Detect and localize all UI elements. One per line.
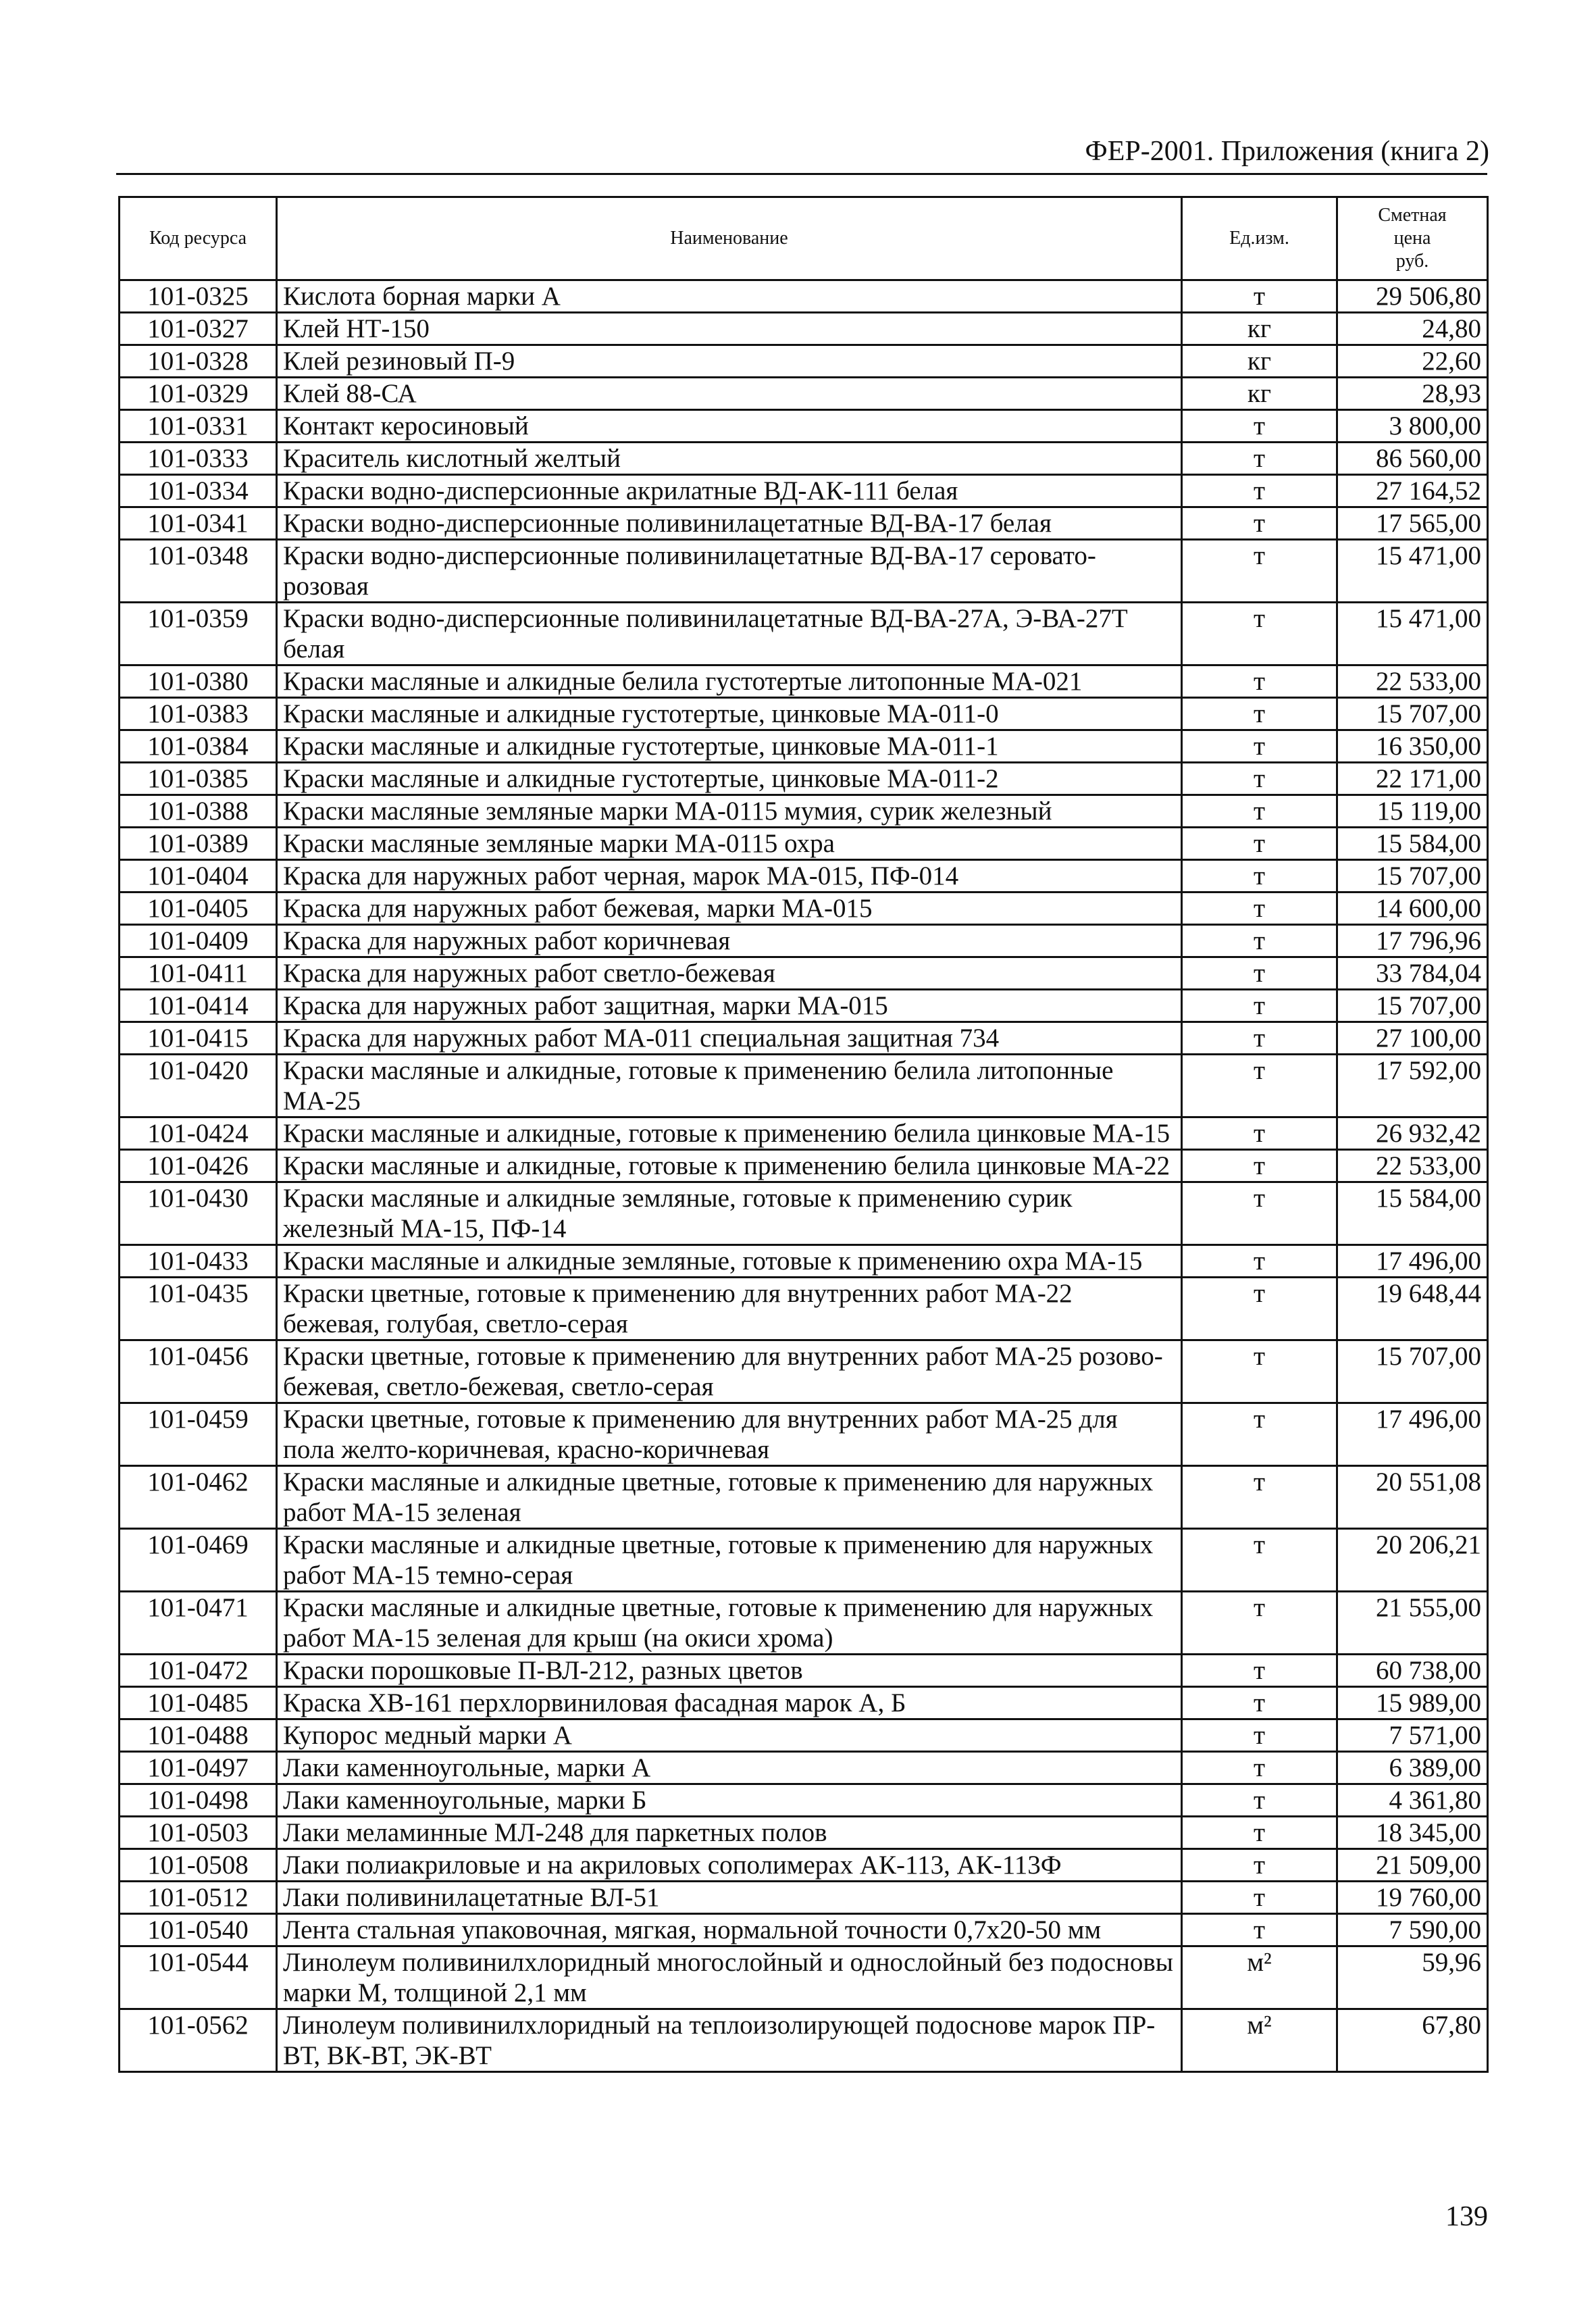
cell-unit: т [1182, 957, 1337, 990]
price-header-line1: Сметная [1378, 205, 1447, 226]
cell-price: 16 350,00 [1337, 730, 1488, 763]
cell-code: 101-0414 [120, 990, 277, 1022]
cell-name: Лаки меламинные МЛ-248 для паркетных полов [277, 1817, 1182, 1849]
cell-price: 15 707,00 [1337, 1340, 1488, 1403]
cell-name: Краситель кислотный желтый [277, 443, 1182, 475]
page-number: 139 [1445, 2201, 1488, 2232]
cell-price: 22 533,00 [1337, 665, 1488, 698]
cell-code: 101-0409 [120, 925, 277, 957]
table-row [120, 698, 1488, 730]
table-row [120, 1752, 1488, 1784]
cell-unit: т [1182, 1150, 1337, 1182]
cell-price: 17 496,00 [1337, 1403, 1488, 1466]
cell-name: Краски цветные, готовые к применению для внутренних работ МА-22 бежевая, голубая, светло-серая [277, 1278, 1182, 1340]
table-row [120, 1592, 1488, 1655]
cell-unit: т [1182, 860, 1337, 892]
table-row [120, 507, 1488, 540]
cell-unit: т [1182, 730, 1337, 763]
cell-name: Клей 88-СА [277, 378, 1182, 410]
cell-code: 101-0426 [120, 1150, 277, 1182]
cell-unit: т [1182, 1466, 1337, 1529]
cell-price: 17 796,96 [1337, 925, 1488, 957]
cell-price: 15 119,00 [1337, 795, 1488, 828]
cell-name: Контакт керосиновый [277, 410, 1182, 443]
table-row [120, 860, 1488, 892]
table-row [120, 540, 1488, 603]
cell-code: 101-0471 [120, 1592, 277, 1655]
cell-unit: т [1182, 1245, 1337, 1278]
cell-price: 18 345,00 [1337, 1817, 1488, 1849]
cell-unit: т [1182, 795, 1337, 828]
cell-name: Кислота борная марки А [277, 280, 1182, 313]
cell-code: 101-0325 [120, 280, 277, 313]
cell-code: 101-0503 [120, 1817, 277, 1849]
cell-price: 59,96 [1337, 1946, 1488, 2009]
cell-name: Краски масляные и алкидные, готовые к применению белила цинковые МА-15 [277, 1117, 1182, 1150]
cell-unit: т [1182, 1278, 1337, 1340]
cell-unit: кг [1182, 378, 1337, 410]
cell-code: 101-0424 [120, 1117, 277, 1150]
cell-price: 19 760,00 [1337, 1882, 1488, 1914]
cell-price: 20 206,21 [1337, 1529, 1488, 1592]
cell-unit: т [1182, 1655, 1337, 1687]
cell-name: Лаки поливинилацетатные ВЛ-51 [277, 1882, 1182, 1914]
cell-code: 101-0472 [120, 1655, 277, 1687]
table-row [120, 730, 1488, 763]
cell-unit: т [1182, 1403, 1337, 1466]
cell-code: 101-0512 [120, 1882, 277, 1914]
price-header-line3: руб. [1395, 251, 1429, 272]
cell-name: Краска для наружных работ МА-011 специальная защитная 734 [277, 1022, 1182, 1055]
cell-unit: т [1182, 1882, 1337, 1914]
table-body [120, 280, 1488, 2072]
header-rule [116, 173, 1487, 175]
cell-name: Краски масляные и алкидные цветные, готовые к применению для наружных работ МА-15 темно-серая [277, 1529, 1182, 1592]
cell-code: 101-0404 [120, 860, 277, 892]
cell-name: Краска для наружных работ защитная, марки МА-015 [277, 990, 1182, 1022]
cell-unit: т [1182, 1592, 1337, 1655]
cell-code: 101-0331 [120, 410, 277, 443]
page-header: ФЕР-2001. Приложения (книга 2) [1085, 136, 1489, 167]
cell-code: 101-0389 [120, 828, 277, 860]
cell-name: Клей НТ-150 [277, 313, 1182, 345]
table-row [120, 1117, 1488, 1150]
cell-price: 4 361,80 [1337, 1784, 1488, 1817]
cell-name: Лаки каменноугольные, марки А [277, 1752, 1182, 1784]
cell-code: 101-0384 [120, 730, 277, 763]
cell-name: Лаки полиакриловые и на акриловых сополимерах АК-113, АК-113Ф [277, 1849, 1182, 1882]
cell-price: 15 989,00 [1337, 1687, 1488, 1719]
table-row [120, 443, 1488, 475]
cell-code: 101-0328 [120, 345, 277, 378]
cell-price: 26 932,42 [1337, 1117, 1488, 1150]
cell-unit: т [1182, 1182, 1337, 1245]
cell-code: 101-0544 [120, 1946, 277, 2009]
cell-price: 27 164,52 [1337, 475, 1488, 507]
cell-name: Краска для наружных работ светло-бежевая [277, 957, 1182, 990]
table-row [120, 1529, 1488, 1592]
table-row [120, 957, 1488, 990]
resource-table [118, 196, 1489, 2073]
cell-price: 15 471,00 [1337, 603, 1488, 665]
table-row [120, 1055, 1488, 1117]
table-row [120, 1655, 1488, 1687]
cell-price: 15 707,00 [1337, 698, 1488, 730]
cell-code: 101-0497 [120, 1752, 277, 1784]
cell-unit: т [1182, 763, 1337, 795]
cell-price: 21 555,00 [1337, 1592, 1488, 1655]
cell-code: 101-0388 [120, 795, 277, 828]
table-row [120, 1340, 1488, 1403]
cell-price: 24,80 [1337, 313, 1488, 345]
cell-price: 17 565,00 [1337, 507, 1488, 540]
cell-name: Краски масляные и алкидные густотертые, цинковые МА-011-0 [277, 698, 1182, 730]
table-row [120, 345, 1488, 378]
column-header-unit: Ед.изм. [1182, 197, 1337, 280]
cell-code: 101-0430 [120, 1182, 277, 1245]
cell-name: Краски масляные и алкидные, готовые к применению белила литопонные МА-25 [277, 1055, 1182, 1117]
cell-unit: т [1182, 1687, 1337, 1719]
cell-price: 29 506,80 [1337, 280, 1488, 313]
cell-name: Краски масляные и алкидные белила густотертые литопонные МА-021 [277, 665, 1182, 698]
cell-name: Лаки каменноугольные, марки Б [277, 1784, 1182, 1817]
cell-price: 15 707,00 [1337, 990, 1488, 1022]
cell-price: 22 171,00 [1337, 763, 1488, 795]
column-header-name: Наименование [277, 197, 1182, 280]
cell-price: 22,60 [1337, 345, 1488, 378]
cell-code: 101-0420 [120, 1055, 277, 1117]
table-row [120, 603, 1488, 665]
table-row [120, 1687, 1488, 1719]
cell-code: 101-0498 [120, 1784, 277, 1817]
cell-code: 101-0469 [120, 1529, 277, 1592]
cell-unit: т [1182, 892, 1337, 925]
column-header-price [1337, 197, 1488, 280]
cell-code: 101-0456 [120, 1340, 277, 1403]
cell-code: 101-0341 [120, 507, 277, 540]
cell-unit: т [1182, 507, 1337, 540]
cell-unit: т [1182, 1849, 1337, 1882]
cell-unit: т [1182, 540, 1337, 603]
cell-code: 101-0562 [120, 2009, 277, 2072]
cell-price: 17 592,00 [1337, 1055, 1488, 1117]
cell-name: Краски масляные и алкидные цветные, готовые к применению для наружных работ МА-15 зеленая для крыш (на окиси хрома) [277, 1592, 1182, 1655]
table-row [120, 1245, 1488, 1278]
cell-price: 17 496,00 [1337, 1245, 1488, 1278]
cell-name: Лента стальная упаковочная, мягкая, нормальной точности 0,7х20-50 мм [277, 1914, 1182, 1946]
cell-code: 101-0380 [120, 665, 277, 698]
cell-price: 27 100,00 [1337, 1022, 1488, 1055]
table-row [120, 410, 1488, 443]
cell-code: 101-0383 [120, 698, 277, 730]
table-row [120, 1466, 1488, 1529]
cell-name: Краски масляные и алкидные густотертые, цинковые МА-011-2 [277, 763, 1182, 795]
cell-unit: т [1182, 280, 1337, 313]
cell-name: Клей резиновый П-9 [277, 345, 1182, 378]
cell-name: Краска для наружных работ бежевая, марки МА-015 [277, 892, 1182, 925]
cell-unit: т [1182, 1914, 1337, 1946]
cell-code: 101-0385 [120, 763, 277, 795]
table-row [120, 1278, 1488, 1340]
cell-price: 7 571,00 [1337, 1719, 1488, 1752]
table-row [120, 763, 1488, 795]
cell-price: 60 738,00 [1337, 1655, 1488, 1687]
cell-code: 101-0485 [120, 1687, 277, 1719]
table-header-row [120, 197, 1488, 280]
table-row [120, 378, 1488, 410]
cell-code: 101-0462 [120, 1466, 277, 1529]
table-row [120, 990, 1488, 1022]
cell-unit: т [1182, 1055, 1337, 1117]
cell-name: Краска для наружных работ черная, марок МА-015, ПФ-014 [277, 860, 1182, 892]
table-row [120, 1784, 1488, 1817]
cell-unit: т [1182, 410, 1337, 443]
table-row [120, 1946, 1488, 2009]
cell-price: 6 389,00 [1337, 1752, 1488, 1784]
table-row [120, 925, 1488, 957]
table-row [120, 1817, 1488, 1849]
cell-name: Краски масляные и алкидные, готовые к применению белила цинковые МА-22 [277, 1150, 1182, 1182]
table-row [120, 1150, 1488, 1182]
cell-code: 101-0459 [120, 1403, 277, 1466]
cell-unit: т [1182, 603, 1337, 665]
cell-unit: т [1182, 1340, 1337, 1403]
cell-price: 3 800,00 [1337, 410, 1488, 443]
cell-price: 28,93 [1337, 378, 1488, 410]
cell-name: Линолеум поливинилхлоридный многослойный и однослойный без подосновы марки М, толщиной 2,1 мм [277, 1946, 1182, 2009]
cell-unit: кг [1182, 313, 1337, 345]
table-row [120, 892, 1488, 925]
cell-price: 14 600,00 [1337, 892, 1488, 925]
cell-price: 67,80 [1337, 2009, 1488, 2072]
table-row [120, 1022, 1488, 1055]
cell-price: 15 584,00 [1337, 828, 1488, 860]
cell-code: 101-0508 [120, 1849, 277, 1882]
cell-unit: т [1182, 1117, 1337, 1150]
cell-name: Краски масляные земляные марки МА-0115 охра [277, 828, 1182, 860]
table-row [120, 313, 1488, 345]
cell-unit: т [1182, 1719, 1337, 1752]
cell-unit: т [1182, 1752, 1337, 1784]
cell-name: Линолеум поливинилхлоридный на теплоизолирующей подоснове марок ПР-ВТ, ВК-ВТ, ЭК-ВТ [277, 2009, 1182, 2072]
cell-unit: т [1182, 1529, 1337, 1592]
table-row [120, 795, 1488, 828]
cell-code: 101-0405 [120, 892, 277, 925]
cell-unit: т [1182, 475, 1337, 507]
cell-price: 15 707,00 [1337, 860, 1488, 892]
table-row [120, 1403, 1488, 1466]
cell-unit: т [1182, 698, 1337, 730]
cell-code: 101-0327 [120, 313, 277, 345]
cell-price: 20 551,08 [1337, 1466, 1488, 1529]
cell-code: 101-0334 [120, 475, 277, 507]
cell-price: 15 471,00 [1337, 540, 1488, 603]
cell-name: Краски масляные земляные марки МА-0115 мумия, сурик железный [277, 795, 1182, 828]
table-row [120, 475, 1488, 507]
cell-code: 101-0329 [120, 378, 277, 410]
cell-unit: м² [1182, 1946, 1337, 2009]
cell-unit: т [1182, 828, 1337, 860]
cell-price: 33 784,04 [1337, 957, 1488, 990]
cell-price: 7 590,00 [1337, 1914, 1488, 1946]
table-row [120, 665, 1488, 698]
cell-unit: т [1182, 990, 1337, 1022]
table-row [120, 1882, 1488, 1914]
cell-unit: т [1182, 925, 1337, 957]
cell-name: Краски масляные и алкидные земляные, готовые к применению охра МА-15 [277, 1245, 1182, 1278]
cell-name: Краски масляные и алкидные цветные, готовые к применению для наружных работ МА-15 зеленая [277, 1466, 1182, 1529]
table-row [120, 828, 1488, 860]
cell-price: 21 509,00 [1337, 1849, 1488, 1882]
cell-code: 101-0359 [120, 603, 277, 665]
cell-name: Краска для наружных работ коричневая [277, 925, 1182, 957]
cell-name: Краски водно-дисперсионные акрилатные ВД-АК-111 белая [277, 475, 1182, 507]
price-header-line2: цена [1393, 228, 1431, 249]
table-row [120, 2009, 1488, 2072]
cell-unit: т [1182, 443, 1337, 475]
cell-name: Краски цветные, готовые к применению для внутренних работ МА-25 розово-бежевая, светло-бежевая, светло-серая [277, 1340, 1182, 1403]
cell-unit: м² [1182, 2009, 1337, 2072]
cell-code: 101-0333 [120, 443, 277, 475]
table-row [120, 1182, 1488, 1245]
table-row [120, 280, 1488, 313]
cell-unit: т [1182, 1784, 1337, 1817]
cell-code: 101-0540 [120, 1914, 277, 1946]
cell-name: Краски масляные и алкидные земляные, готовые к применению сурик железный МА-15, ПФ-14 [277, 1182, 1182, 1245]
cell-name: Краски масляные и алкидные густотертые, цинковые МА-011-1 [277, 730, 1182, 763]
cell-name: Краски водно-дисперсионные поливинилацетатные ВД-ВА-17 серовато-розовая [277, 540, 1182, 603]
cell-code: 101-0433 [120, 1245, 277, 1278]
cell-code: 101-0348 [120, 540, 277, 603]
table-row [120, 1914, 1488, 1946]
cell-name: Краски водно-дисперсионные поливинилацетатные ВД-ВА-17 белая [277, 507, 1182, 540]
cell-price: 19 648,44 [1337, 1278, 1488, 1340]
cell-code: 101-0411 [120, 957, 277, 990]
table-row [120, 1719, 1488, 1752]
cell-code: 101-0488 [120, 1719, 277, 1752]
cell-name: Краски порошковые П-ВЛ-212, разных цветов [277, 1655, 1182, 1687]
cell-price: 22 533,00 [1337, 1150, 1488, 1182]
table-row [120, 1849, 1488, 1882]
cell-name: Краски водно-дисперсионные поливинилацетатные ВД-ВА-27А, Э-ВА-27Т белая [277, 603, 1182, 665]
column-header-code: Код ресурса [120, 197, 277, 280]
cell-unit: т [1182, 1817, 1337, 1849]
cell-unit: кг [1182, 345, 1337, 378]
cell-code: 101-0415 [120, 1022, 277, 1055]
cell-name: Краски цветные, готовые к применению для внутренних работ МА-25 для пола желто-коричневая, красно-коричневая [277, 1403, 1182, 1466]
cell-code: 101-0435 [120, 1278, 277, 1340]
cell-price: 86 560,00 [1337, 443, 1488, 475]
cell-price: 15 584,00 [1337, 1182, 1488, 1245]
cell-name: Купорос медный марки А [277, 1719, 1182, 1752]
cell-unit: т [1182, 1022, 1337, 1055]
cell-name: Краска ХВ-161 перхлорвиниловая фасадная марок А, Б [277, 1687, 1182, 1719]
cell-unit: т [1182, 665, 1337, 698]
